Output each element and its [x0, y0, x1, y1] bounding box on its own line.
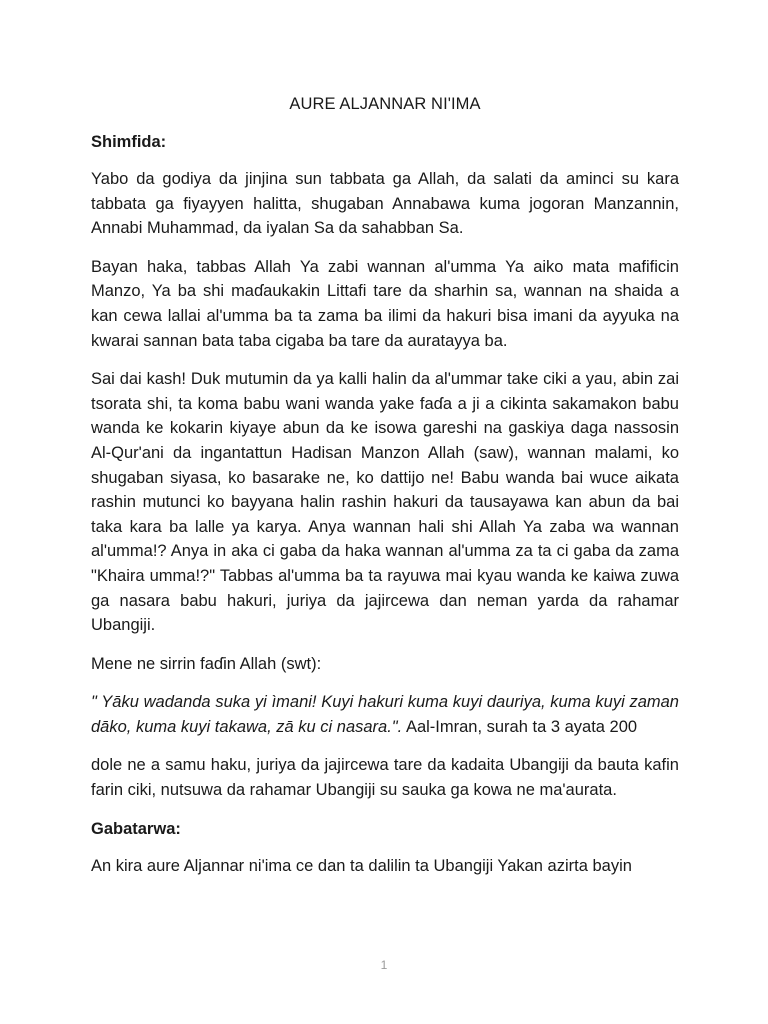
document-page [91, 92, 679, 892]
section-heading-gabatarwa: Gabatarwa: [91, 819, 181, 838]
page-number: 1 [380, 958, 388, 972]
paragraph-1: Yabo da godiya da jinjina sun tabbata ga Allah, da salati da aminci su kara tabbata ga fiyayyen halitta, shugaban Annabawa kuma jogoran Manzannin, Annabi Muhammad, da iyalan Sa da sahabban Sa. [91, 170, 679, 238]
paragraph-6: An kira aure Aljannar ni'ima ce dan ta dalilin ta Ubangiji Yakan azirta bayin [91, 856, 632, 875]
paragraph-3: Sai dai kash! Duk mutumin da ya kalli halin da al'ummar take ciki a yau, abin zai tsorata shi, ta koma babu wani wanda yake faɗa a ji a cikinta sakamakon babu wanda ke kokarin kiyaye abun da ke isowa gareshi na gaskiya daga nassosin Al-Qur'ani da ingantattun Hadisan Manzon Allah (saw), wannan malami, ko shugaban siyasa, ko basarake ne, ko dattijo ne! Babu wanda bai wuce aikata rashin mutunci ko bayyana halin rashin hakuri da tausayawa kan abun da bai taka kara ba lalle ya karya. Anya wannan hali shi Allah Ya zaba wa wannan al'umma!? Anya in aka ci gaba da haka wannan al'umma za ta ci gaba da zama "Khaira umma!?" Tabbas al'umma ba ta rayuwa mai kyau wanda ke kaiwa zuwa ga nasara babu hakuri, juriya da jajircewa dan neman yarda da rahamar Ubangiji. [91, 370, 679, 635]
document-title: AURE ALJANNAR NI'IMA [289, 95, 481, 113]
section-heading-shimfida: Shimfida: [91, 133, 167, 151]
paragraph-4: Mene ne sirrin faɗin Allah (swt): [91, 654, 322, 673]
quote-reference: Aal-Imran, surah ta 3 ayata 200 [402, 717, 638, 736]
quote-text: " Yāku wadanda suka yi ìmani! Kuyi hakuri kuma kuyi dauriya, kuma kuyi zaman dāko, kuma kuyi takawa, zā ku ci nasara.". [91, 693, 679, 736]
paragraph-5: dole ne a samu haku, juriya da jajircewa tare da kadaita Ubangiji da bauta kafin farin ciki, nutsuwa da rahamar Ubangiji su sauka ga kowa ne ma'aurata. [91, 756, 679, 800]
paragraph-2: Bayan haka, tabbas Allah Ya zabi wannan al'umma Ya aiko mata mafificin Manzo, Ya ba shi maɗaukakin Littafi tare da sharhin sa, wannan na shaida a kan cewa lallai al'umma ba ta zama ba ilimi da hakuri bisa imani da ayyuka na kwarai sannan bata taba cigaba ba tare da auratayya ba. [91, 257, 679, 350]
quote-paragraph [91, 690, 679, 739]
